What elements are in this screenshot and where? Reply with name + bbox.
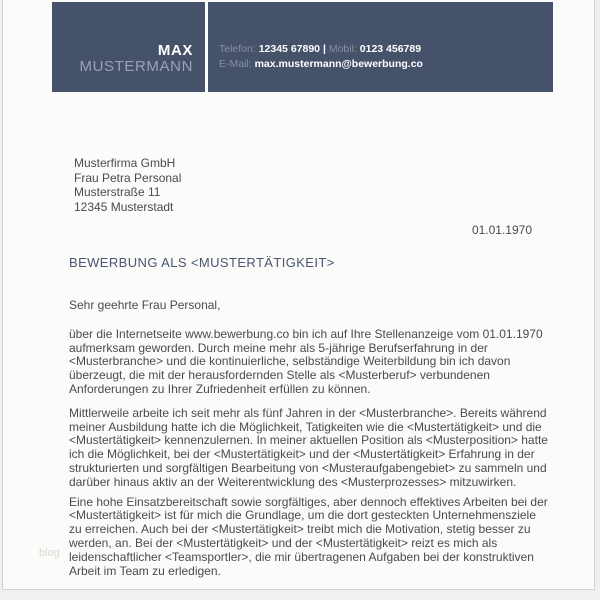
applicant-first-name: MAX	[157, 42, 193, 59]
header-contact-block	[208, 2, 553, 92]
letter-page	[2, 0, 595, 590]
contact-line-email	[219, 57, 553, 72]
recipient-contact-person: Frau Petra Personal	[74, 170, 182, 185]
recipient-address	[74, 156, 181, 214]
recipient-city: 12345 Musterstadt	[74, 199, 174, 214]
contact-line-phone	[219, 42, 553, 57]
letter-date: 01.01.1970	[471, 223, 532, 237]
applicant-last-name: MUSTERMANN	[79, 58, 193, 75]
phone-value: 12345 67890	[258, 43, 321, 55]
mobile-value: 0123 456789	[359, 43, 422, 55]
email-value: max.mustermann@bewerbung.co	[254, 58, 423, 70]
salutation: Sehr geehrte Frau Personal,	[69, 298, 221, 312]
email-label: E-Mail:	[219, 58, 252, 70]
letter-body	[69, 299, 549, 578]
contact-separator: |	[322, 43, 326, 55]
recipient-street: Musterstraße 11	[74, 185, 161, 199]
blog-watermark: blog	[39, 547, 60, 559]
phone-label: Telefon:	[219, 43, 256, 55]
body-paragraph-1: über die Internetseite www.bewerbung.co bin ich auf Ihre Stellenanzeige vom 01.01.1970 aufmerksam geworden. Durch meine mehr als 5-jährige Berufserfahrung in der <Musterbranche> und die kontinuierliche, selbständige Weiterbildung bin ich davon überzeugt, die mit der herausfordernden Stelle als <Musterberuf> verbundenen Anforderungen zu Ihrer Zufriedenheit erfüllen zu können.	[69, 326, 543, 396]
subject-line: BEWERBUNG ALS <MUSTERTÄTIGKEIT>	[69, 255, 335, 270]
body-paragraph-2: Mittlerweile arbeite ich seit mehr als fünf Jahren in der <Musterbranche>. Bereits während meiner Ausbildung hatte ich die Möglichkeit, Tatigkeiten wie die <Mustertätigkeit> und die <Mustertätigkeit> kennenzulernen. In meiner aktuellen Position als <Musterposition> hatte ich die Möglichkeit, bei der <Mustertätigkeit> und der <Mustertätigkeit> Erfahrung in der strukturierten und sorgfältigen Bearbeitung von <Musteraufgabengebiet> zu sammeln und darüber hinaus aktiv an der Weiterentwicklung des <Musterprozesses> mitzuwirken.	[69, 405, 548, 489]
mobile-label: Mobil:	[328, 43, 357, 55]
body-paragraph-3: Eine hohe Einsatzbereitschaft sowie sorgfältiges, aber dennoch effektives Arbeiten bei der <Mustertätigkeit> ist für mich die Grundlage, um die dort gesteckten Unternehmensziele zu erreichen. Auch bei der <Mustertätigkeit> treibt mich die Motivation, stetig besser zu werden, an. Bei der <Mustertätigkeit> und der <Mustertätigkeit> reizt es mich als leidenschaftlicher <Teamsportler>, die mir übertragenen Aufgaben bei der konstruktiven Arbeit im Team zu erledigen.	[69, 494, 548, 578]
header-name-block	[52, 2, 205, 92]
recipient-company: Musterfirma GmbH	[74, 156, 176, 170]
